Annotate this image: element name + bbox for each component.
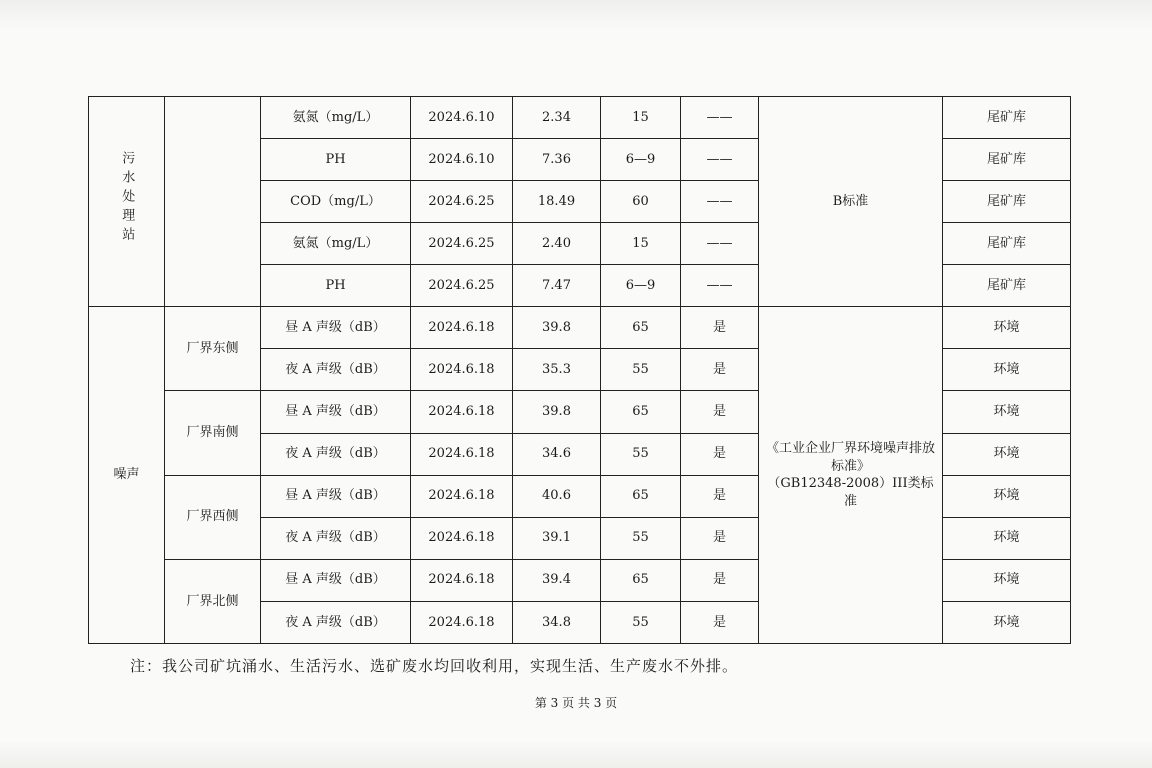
location-cell: 尾矿库 (943, 265, 1071, 307)
limit-cell: 60 (601, 181, 681, 223)
limit-cell: 65 (601, 391, 681, 433)
compliance-cell: 是 (681, 433, 759, 475)
compliance-cell: 是 (681, 349, 759, 391)
compliance-cell: —— (681, 265, 759, 307)
compliance-cell: 是 (681, 391, 759, 433)
date-cell: 2024.6.18 (411, 433, 513, 475)
value-cell: 34.8 (513, 601, 601, 643)
item-cell: 夜 A 声级（dB） (261, 517, 411, 559)
item-cell: 氨氮（mg/L） (261, 97, 411, 139)
site-cell: 厂界东侧 (165, 307, 261, 391)
date-cell: 2024.6.10 (411, 139, 513, 181)
date-cell: 2024.6.25 (411, 223, 513, 265)
site-cell: 厂界西侧 (165, 475, 261, 559)
limit-cell: 6—9 (601, 139, 681, 181)
item-cell: 昼 A 声级（dB） (261, 391, 411, 433)
item-cell: 夜 A 声级（dB） (261, 601, 411, 643)
item-cell: 夜 A 声级（dB） (261, 433, 411, 475)
compliance-cell: 是 (681, 475, 759, 517)
compliance-cell: —— (681, 97, 759, 139)
standard-cell: 《工业企业厂界环境噪声排放标准》 （GB12348-2008）III类标准 (759, 307, 943, 644)
value-cell: 39.8 (513, 307, 601, 349)
location-cell: 环境 (943, 475, 1071, 517)
location-cell: 环境 (943, 391, 1071, 433)
location-cell: 尾矿库 (943, 223, 1071, 265)
date-cell: 2024.6.10 (411, 97, 513, 139)
limit-cell: 15 (601, 97, 681, 139)
location-cell: 环境 (943, 601, 1071, 643)
item-cell: PH (261, 139, 411, 181)
date-cell: 2024.6.25 (411, 181, 513, 223)
limit-cell: 65 (601, 475, 681, 517)
page-number: 第 3 页 共 3 页 (534, 696, 618, 710)
compliance-cell: 是 (681, 307, 759, 349)
value-cell: 40.6 (513, 475, 601, 517)
value-cell: 39.1 (513, 517, 601, 559)
date-cell: 2024.6.18 (411, 307, 513, 349)
date-cell: 2024.6.18 (411, 601, 513, 643)
value-cell: 7.36 (513, 139, 601, 181)
value-cell: 2.34 (513, 97, 601, 139)
limit-cell: 6—9 (601, 265, 681, 307)
location-cell: 尾矿库 (943, 97, 1071, 139)
limit-cell: 65 (601, 307, 681, 349)
item-cell: PH (261, 265, 411, 307)
item-cell: 昼 A 声级（dB） (261, 559, 411, 601)
value-cell: 2.40 (513, 223, 601, 265)
item-cell: 氨氮（mg/L） (261, 223, 411, 265)
value-cell: 34.6 (513, 433, 601, 475)
compliance-cell: —— (681, 139, 759, 181)
compliance-cell: 是 (681, 517, 759, 559)
date-cell: 2024.6.18 (411, 349, 513, 391)
site-cell: 厂界南侧 (165, 391, 261, 475)
category-cell (89, 97, 165, 307)
limit-cell: 55 (601, 601, 681, 643)
compliance-cell: 是 (681, 601, 759, 643)
location-cell: 环境 (943, 349, 1071, 391)
value-cell: 35.3 (513, 349, 601, 391)
value-cell: 39.4 (513, 559, 601, 601)
limit-cell: 15 (601, 223, 681, 265)
category-label: 污水处理站 (119, 151, 135, 247)
item-cell: 昼 A 声级（dB） (261, 475, 411, 517)
date-cell: 2024.6.18 (411, 559, 513, 601)
date-cell: 2024.6.18 (411, 391, 513, 433)
date-cell: 2024.6.18 (411, 475, 513, 517)
table-row (89, 307, 1071, 349)
value-cell: 18.49 (513, 181, 601, 223)
site-cell (165, 97, 261, 307)
location-cell: 环境 (943, 307, 1071, 349)
value-cell: 7.47 (513, 265, 601, 307)
item-cell: 夜 A 声级（dB） (261, 349, 411, 391)
footnote: 注：我公司矿坑涌水、生活污水、选矿废水均回收利用，实现生活、生产废水不外排。 (130, 657, 739, 675)
item-cell: 昼 A 声级（dB） (261, 307, 411, 349)
limit-cell: 55 (601, 433, 681, 475)
site-cell: 厂界北侧 (165, 559, 261, 643)
location-cell: 尾矿库 (943, 139, 1071, 181)
table-row (89, 97, 1071, 139)
standard-cell: B标准 (759, 97, 943, 307)
limit-cell: 55 (601, 349, 681, 391)
date-cell: 2024.6.18 (411, 517, 513, 559)
location-cell: 环境 (943, 433, 1071, 475)
location-cell: 尾矿库 (943, 181, 1071, 223)
location-cell: 环境 (943, 559, 1071, 601)
item-cell: COD（mg/L） (261, 181, 411, 223)
limit-cell: 55 (601, 517, 681, 559)
monitoring-table (88, 96, 1071, 644)
location-cell: 环境 (943, 517, 1071, 559)
limit-cell: 65 (601, 559, 681, 601)
compliance-cell: —— (681, 223, 759, 265)
compliance-cell: —— (681, 181, 759, 223)
date-cell: 2024.6.25 (411, 265, 513, 307)
value-cell: 39.8 (513, 391, 601, 433)
compliance-cell: 是 (681, 559, 759, 601)
category-cell: 噪声 (89, 307, 165, 644)
